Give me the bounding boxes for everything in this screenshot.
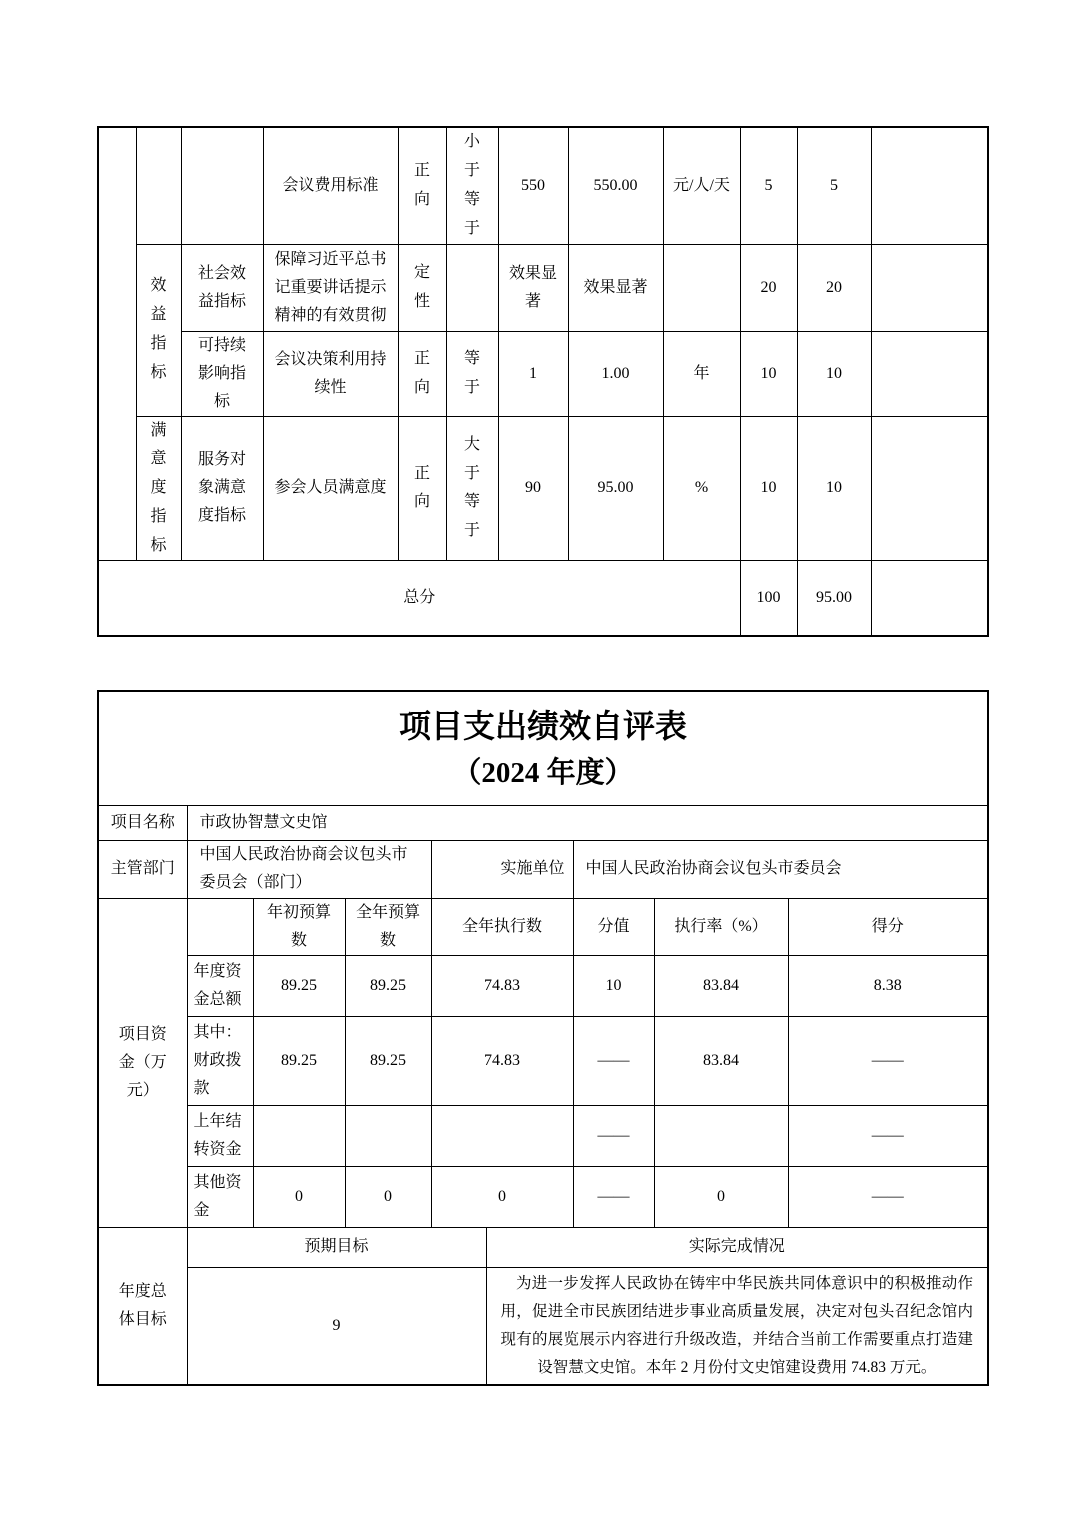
annual-executed-cell xyxy=(431,1105,573,1166)
target-value-cell: 550 xyxy=(498,127,568,244)
annual-budget-cell: 89.25 xyxy=(345,955,431,1016)
table-row xyxy=(98,416,988,561)
page-title: 项目支出绩效自评表 xyxy=(399,707,688,744)
direction-cell xyxy=(398,416,446,561)
header-score: 得分 xyxy=(788,898,988,955)
funds-row-carryover xyxy=(98,1105,988,1166)
table-row xyxy=(98,331,988,416)
implementer-label: 实施单位 xyxy=(431,840,573,898)
total-points-cell: 100 xyxy=(740,561,797,636)
direction-cell xyxy=(398,244,446,331)
sub-category-cell: 服务对象满意度指标 xyxy=(181,416,263,561)
direction-text: 正向 xyxy=(414,349,431,396)
direction-text: 正向 xyxy=(414,161,431,208)
annual-budget-cell: 0 xyxy=(345,1166,431,1227)
fund-row-label: 其中：财政拨款 xyxy=(187,1016,253,1105)
project-name-row xyxy=(98,805,988,840)
direction-cell xyxy=(398,127,446,244)
category-benefit-text: 效益指标 xyxy=(150,277,167,381)
execution-rate-cell xyxy=(654,1105,788,1166)
header-annual-executed: 全年执行数 xyxy=(431,898,573,955)
annual-budget-cell: 89.25 xyxy=(345,1016,431,1105)
indicator-name-cell: 会议费用标准 xyxy=(263,127,398,244)
actual-completion-header: 实际完成情况 xyxy=(486,1227,988,1267)
title-row xyxy=(98,691,988,805)
sub-category-cell: 社会效益指标 xyxy=(181,244,263,331)
indicator-name-cell: 会议决策利用持续性 xyxy=(263,331,398,416)
actual-value-cell: 550.00 xyxy=(568,127,663,244)
annual-executed-cell: 0 xyxy=(431,1166,573,1227)
category-satisfaction-text: 满意度指标 xyxy=(150,421,167,554)
points-cell: —— xyxy=(573,1166,654,1227)
total-row xyxy=(98,561,988,636)
initial-budget-cell: 89.25 xyxy=(253,955,345,1016)
actual-value-cell: 效果显著 xyxy=(568,244,663,331)
unit-cell: % xyxy=(663,416,740,561)
department-value: 中国人民政治协商会议包头市委员会（部门） xyxy=(187,840,431,898)
fund-row-label: 其他资金 xyxy=(187,1166,253,1227)
table-row xyxy=(98,127,988,244)
goal-header-row xyxy=(98,1227,988,1267)
execution-rate-cell: 0 xyxy=(654,1166,788,1227)
points-cell: 10 xyxy=(573,955,654,1016)
category-spanning-empty-cell xyxy=(98,127,136,561)
actual-value-cell: 95.00 xyxy=(568,416,663,561)
actual-completion-text: 为进一步发挥人民政协在铸牢中华民族共同体意识中的积极推动作用，促进全市民族团结进步事业高质量发展，决定对包头召纪念馆内现有的展览展示内容进行升级改造，并结合当前工作需要重点打造建设智慧文史馆。本年 2 月份付文史馆建设费用 74.83 万元。 xyxy=(486,1267,988,1385)
total-label-cell: 总分 xyxy=(98,561,740,636)
annual-executed-cell: 74.83 xyxy=(431,1016,573,1105)
funds-row-annual-total xyxy=(98,955,988,1016)
unit-cell xyxy=(663,244,740,331)
operator-text: 小于等于 xyxy=(464,133,481,237)
annual-executed-cell: 74.83 xyxy=(431,955,573,1016)
points-cell: 5 xyxy=(740,127,797,244)
direction-cell xyxy=(398,331,446,416)
indicator-name-cell: 保障习近平总书记重要讲话提示精神的有效贯彻 xyxy=(263,244,398,331)
table-title-cell xyxy=(98,691,988,805)
target-value-cell: 1 xyxy=(498,331,568,416)
empty-cell xyxy=(871,127,988,244)
indicator-name-cell: 参会人员满意度 xyxy=(263,416,398,561)
category-benefit-cell xyxy=(136,244,181,416)
implementer-value: 中国人民政治协商会议包头市委员会 xyxy=(573,840,988,898)
score-cell: 8.38 xyxy=(788,955,988,1016)
funds-row-fiscal xyxy=(98,1016,988,1105)
sub-category-cell: 可持续影响指标 xyxy=(181,331,263,416)
score-cell: 5 xyxy=(797,127,871,244)
unit-cell: 年 xyxy=(663,331,740,416)
score-cell: 10 xyxy=(797,416,871,561)
fund-row-label: 年度资金总额 xyxy=(187,955,253,1016)
annual-budget-cell xyxy=(345,1105,431,1166)
expected-goal-value: 9 xyxy=(187,1267,486,1385)
empty-cell xyxy=(871,416,988,561)
points-cell: —— xyxy=(573,1016,654,1105)
header-initial-budget: 年初预算数 xyxy=(253,898,345,955)
points-cell: 10 xyxy=(740,331,797,416)
points-cell: —— xyxy=(573,1105,654,1166)
operator-text: 等于 xyxy=(464,349,481,396)
points-cell: 20 xyxy=(740,244,797,331)
unit-cell: 元/人/天 xyxy=(663,127,740,244)
operator-cell xyxy=(446,244,498,331)
direction-text: 定性 xyxy=(414,263,431,310)
target-value-cell: 90 xyxy=(498,416,568,561)
execution-rate-cell: 83.84 xyxy=(654,955,788,1016)
header-execution-rate: 执行率（%） xyxy=(654,898,788,955)
score-cell: —— xyxy=(788,1166,988,1227)
initial-budget-cell: 89.25 xyxy=(253,1016,345,1105)
operator-text: 大于等于 xyxy=(464,435,481,540)
indicator-score-table xyxy=(97,126,989,637)
fund-row-label: 上年结转资金 xyxy=(187,1105,253,1166)
score-cell: —— xyxy=(788,1016,988,1105)
empty-cell xyxy=(136,127,181,244)
score-cell: 20 xyxy=(797,244,871,331)
category-satisfaction-cell xyxy=(136,416,181,561)
funds-header-row xyxy=(98,898,988,955)
empty-cell xyxy=(871,244,988,331)
annual-goal-label-cell: 年度总体目标 xyxy=(98,1227,187,1385)
department-row xyxy=(98,840,988,898)
direction-text: 正向 xyxy=(414,464,431,511)
operator-cell xyxy=(446,331,498,416)
operator-cell xyxy=(446,127,498,244)
header-annual-budget: 全年预算数 xyxy=(345,898,431,955)
operator-cell xyxy=(446,416,498,561)
score-cell: —— xyxy=(788,1105,988,1166)
project-name-label: 项目名称 xyxy=(98,805,187,840)
header-points: 分值 xyxy=(573,898,654,955)
points-cell: 10 xyxy=(740,416,797,561)
empty-cell xyxy=(187,898,253,955)
initial-budget-cell xyxy=(253,1105,345,1166)
project-expenditure-self-evaluation-table xyxy=(97,690,989,1386)
funds-label-cell: 项目资金（万元） xyxy=(98,898,187,1227)
initial-budget-cell: 0 xyxy=(253,1166,345,1227)
page-subtitle: （2024 年度） xyxy=(452,757,634,790)
execution-rate-cell: 83.84 xyxy=(654,1016,788,1105)
score-cell: 10 xyxy=(797,331,871,416)
project-name-value: 市政协智慧文史馆 xyxy=(187,805,988,840)
department-label: 主管部门 xyxy=(98,840,187,898)
actual-value-cell: 1.00 xyxy=(568,331,663,416)
table-row xyxy=(98,244,988,331)
empty-cell xyxy=(871,331,988,416)
goal-content-row xyxy=(98,1267,988,1385)
target-value-cell: 效果显著 xyxy=(498,244,568,331)
total-score-cell: 95.00 xyxy=(797,561,871,636)
funds-row-other xyxy=(98,1166,988,1227)
empty-cell xyxy=(871,561,988,636)
empty-cell xyxy=(181,127,263,244)
expected-goal-header: 预期目标 xyxy=(187,1227,486,1267)
